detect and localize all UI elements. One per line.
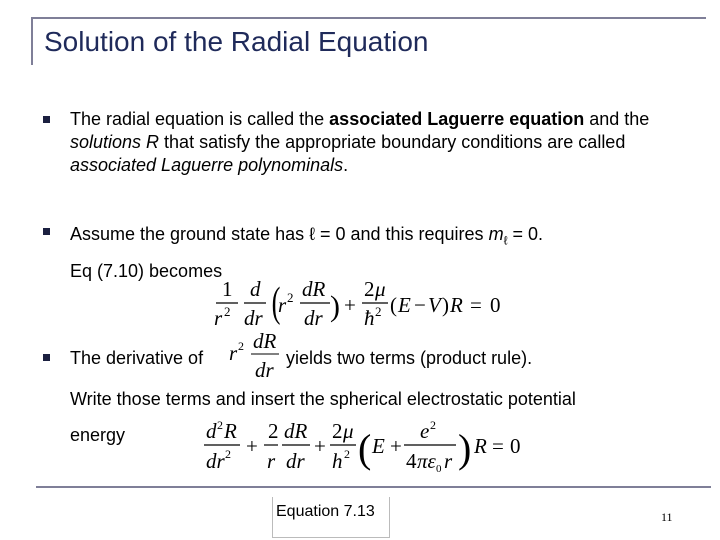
svg-text:(: ( bbox=[358, 426, 372, 471]
bullet-1-italic-term: solutions R bbox=[70, 132, 160, 152]
page-number: 11 bbox=[661, 510, 673, 524]
svg-text:ħ: ħ bbox=[364, 306, 375, 330]
bullet-marker-3 bbox=[43, 354, 50, 361]
svg-text:dR: dR bbox=[302, 277, 326, 301]
bullet-1-part: and the bbox=[584, 109, 650, 129]
svg-text:d: d bbox=[250, 277, 261, 301]
bullet-2-m: m bbox=[488, 224, 504, 244]
footer-rule bbox=[36, 486, 711, 488]
bullet-1-text bbox=[70, 108, 695, 177]
svg-text:dR: dR bbox=[284, 419, 308, 443]
equation-caption: Equation 7.13 bbox=[276, 503, 375, 520]
bullet-marker-2 bbox=[43, 228, 50, 235]
bullet-1-part: The radial equation is called the bbox=[70, 109, 330, 129]
bullet-2-part: Assume the ground state has ℓ = 0 and this requires bbox=[70, 224, 489, 244]
svg-text:(: ( bbox=[390, 293, 397, 317]
equation-7-13 bbox=[204, 420, 524, 486]
svg-text:2: 2 bbox=[268, 419, 279, 443]
title-frame-left-rule bbox=[31, 17, 33, 65]
svg-text:dr: dr bbox=[304, 306, 323, 330]
svg-text:r: r bbox=[278, 293, 287, 317]
bullet-marker-1 bbox=[43, 116, 50, 123]
svg-text:2: 2 bbox=[344, 447, 350, 461]
svg-text:dr: dr bbox=[255, 358, 274, 382]
svg-text:0: 0 bbox=[490, 293, 501, 317]
svg-text:): ) bbox=[330, 290, 340, 323]
slide-title: Solution of the Radial Equation bbox=[44, 26, 429, 57]
svg-text:d: d bbox=[206, 419, 217, 443]
svg-text:R: R bbox=[474, 434, 487, 458]
title-frame-top-rule bbox=[31, 17, 706, 19]
svg-text:E: E bbox=[372, 434, 385, 458]
svg-text:r: r bbox=[229, 341, 238, 365]
svg-text:2: 2 bbox=[375, 304, 382, 319]
svg-text:): ) bbox=[442, 293, 449, 317]
svg-text:+: + bbox=[390, 434, 402, 458]
svg-text:r: r bbox=[444, 449, 453, 473]
svg-text:R: R bbox=[224, 419, 237, 443]
svg-text:dr: dr bbox=[286, 449, 305, 473]
bullet-3-line2 bbox=[70, 388, 695, 411]
svg-text:R: R bbox=[450, 293, 463, 317]
bullet-2-line2: Eq (7.10) becomes bbox=[70, 260, 223, 281]
svg-text:E: E bbox=[398, 293, 411, 317]
svg-text:r: r bbox=[214, 306, 223, 330]
svg-text:2: 2 bbox=[287, 290, 294, 305]
svg-text:2: 2 bbox=[430, 418, 436, 432]
svg-text:2: 2 bbox=[217, 418, 223, 432]
svg-text:=: = bbox=[470, 293, 482, 317]
svg-text:2: 2 bbox=[364, 277, 375, 301]
svg-text:μ: μ bbox=[375, 277, 386, 301]
svg-text:4: 4 bbox=[406, 449, 417, 473]
svg-text:r: r bbox=[267, 449, 276, 473]
svg-text:1: 1 bbox=[222, 277, 233, 301]
bullet-3-part: The derivative of bbox=[70, 348, 204, 368]
bullet-3-part: energy bbox=[70, 425, 126, 445]
svg-text:dr: dr bbox=[206, 449, 225, 473]
bullet-2-part: = 0. bbox=[507, 224, 543, 244]
svg-text:2: 2 bbox=[332, 419, 343, 443]
svg-text:=: = bbox=[492, 434, 504, 458]
svg-text:dr: dr bbox=[244, 306, 263, 330]
svg-text:e: e bbox=[420, 419, 430, 443]
bullet-3-part: yields two terms (product rule). bbox=[286, 348, 533, 368]
svg-text:(: ( bbox=[271, 278, 281, 326]
svg-text:0: 0 bbox=[436, 463, 442, 475]
bullet-1-bold-term: associated Laguerre equation bbox=[329, 109, 585, 129]
svg-text:πε: πε bbox=[417, 449, 436, 473]
svg-text:+: + bbox=[314, 434, 326, 458]
bullet-1-part: . bbox=[343, 155, 349, 175]
bullet-2-text bbox=[70, 219, 695, 286]
svg-text:h: h bbox=[332, 449, 343, 473]
svg-text:2: 2 bbox=[224, 304, 231, 319]
bullet-3-line1-rest bbox=[286, 347, 686, 370]
svg-text:+: + bbox=[246, 434, 258, 458]
svg-text:dR: dR bbox=[253, 329, 277, 353]
bullet-1-part: that satisfy the appropriate boundary conditions are called bbox=[159, 132, 626, 152]
bullet-2-subscript: ℓ bbox=[503, 233, 508, 248]
svg-text:0: 0 bbox=[510, 434, 521, 458]
derivative-expression bbox=[229, 329, 289, 390]
svg-text:): ) bbox=[458, 426, 472, 471]
svg-text:V: V bbox=[428, 293, 441, 317]
bullet-3-part: Write those terms and insert the spherical electrostatic potential bbox=[70, 389, 576, 409]
svg-text:μ: μ bbox=[343, 419, 354, 443]
bullet-1-italic-term-2: associated Laguerre polynominals bbox=[70, 155, 344, 175]
svg-text:2: 2 bbox=[225, 447, 231, 461]
svg-text:2: 2 bbox=[238, 339, 244, 353]
svg-text:+: + bbox=[344, 293, 356, 317]
svg-text:−: − bbox=[414, 293, 426, 317]
